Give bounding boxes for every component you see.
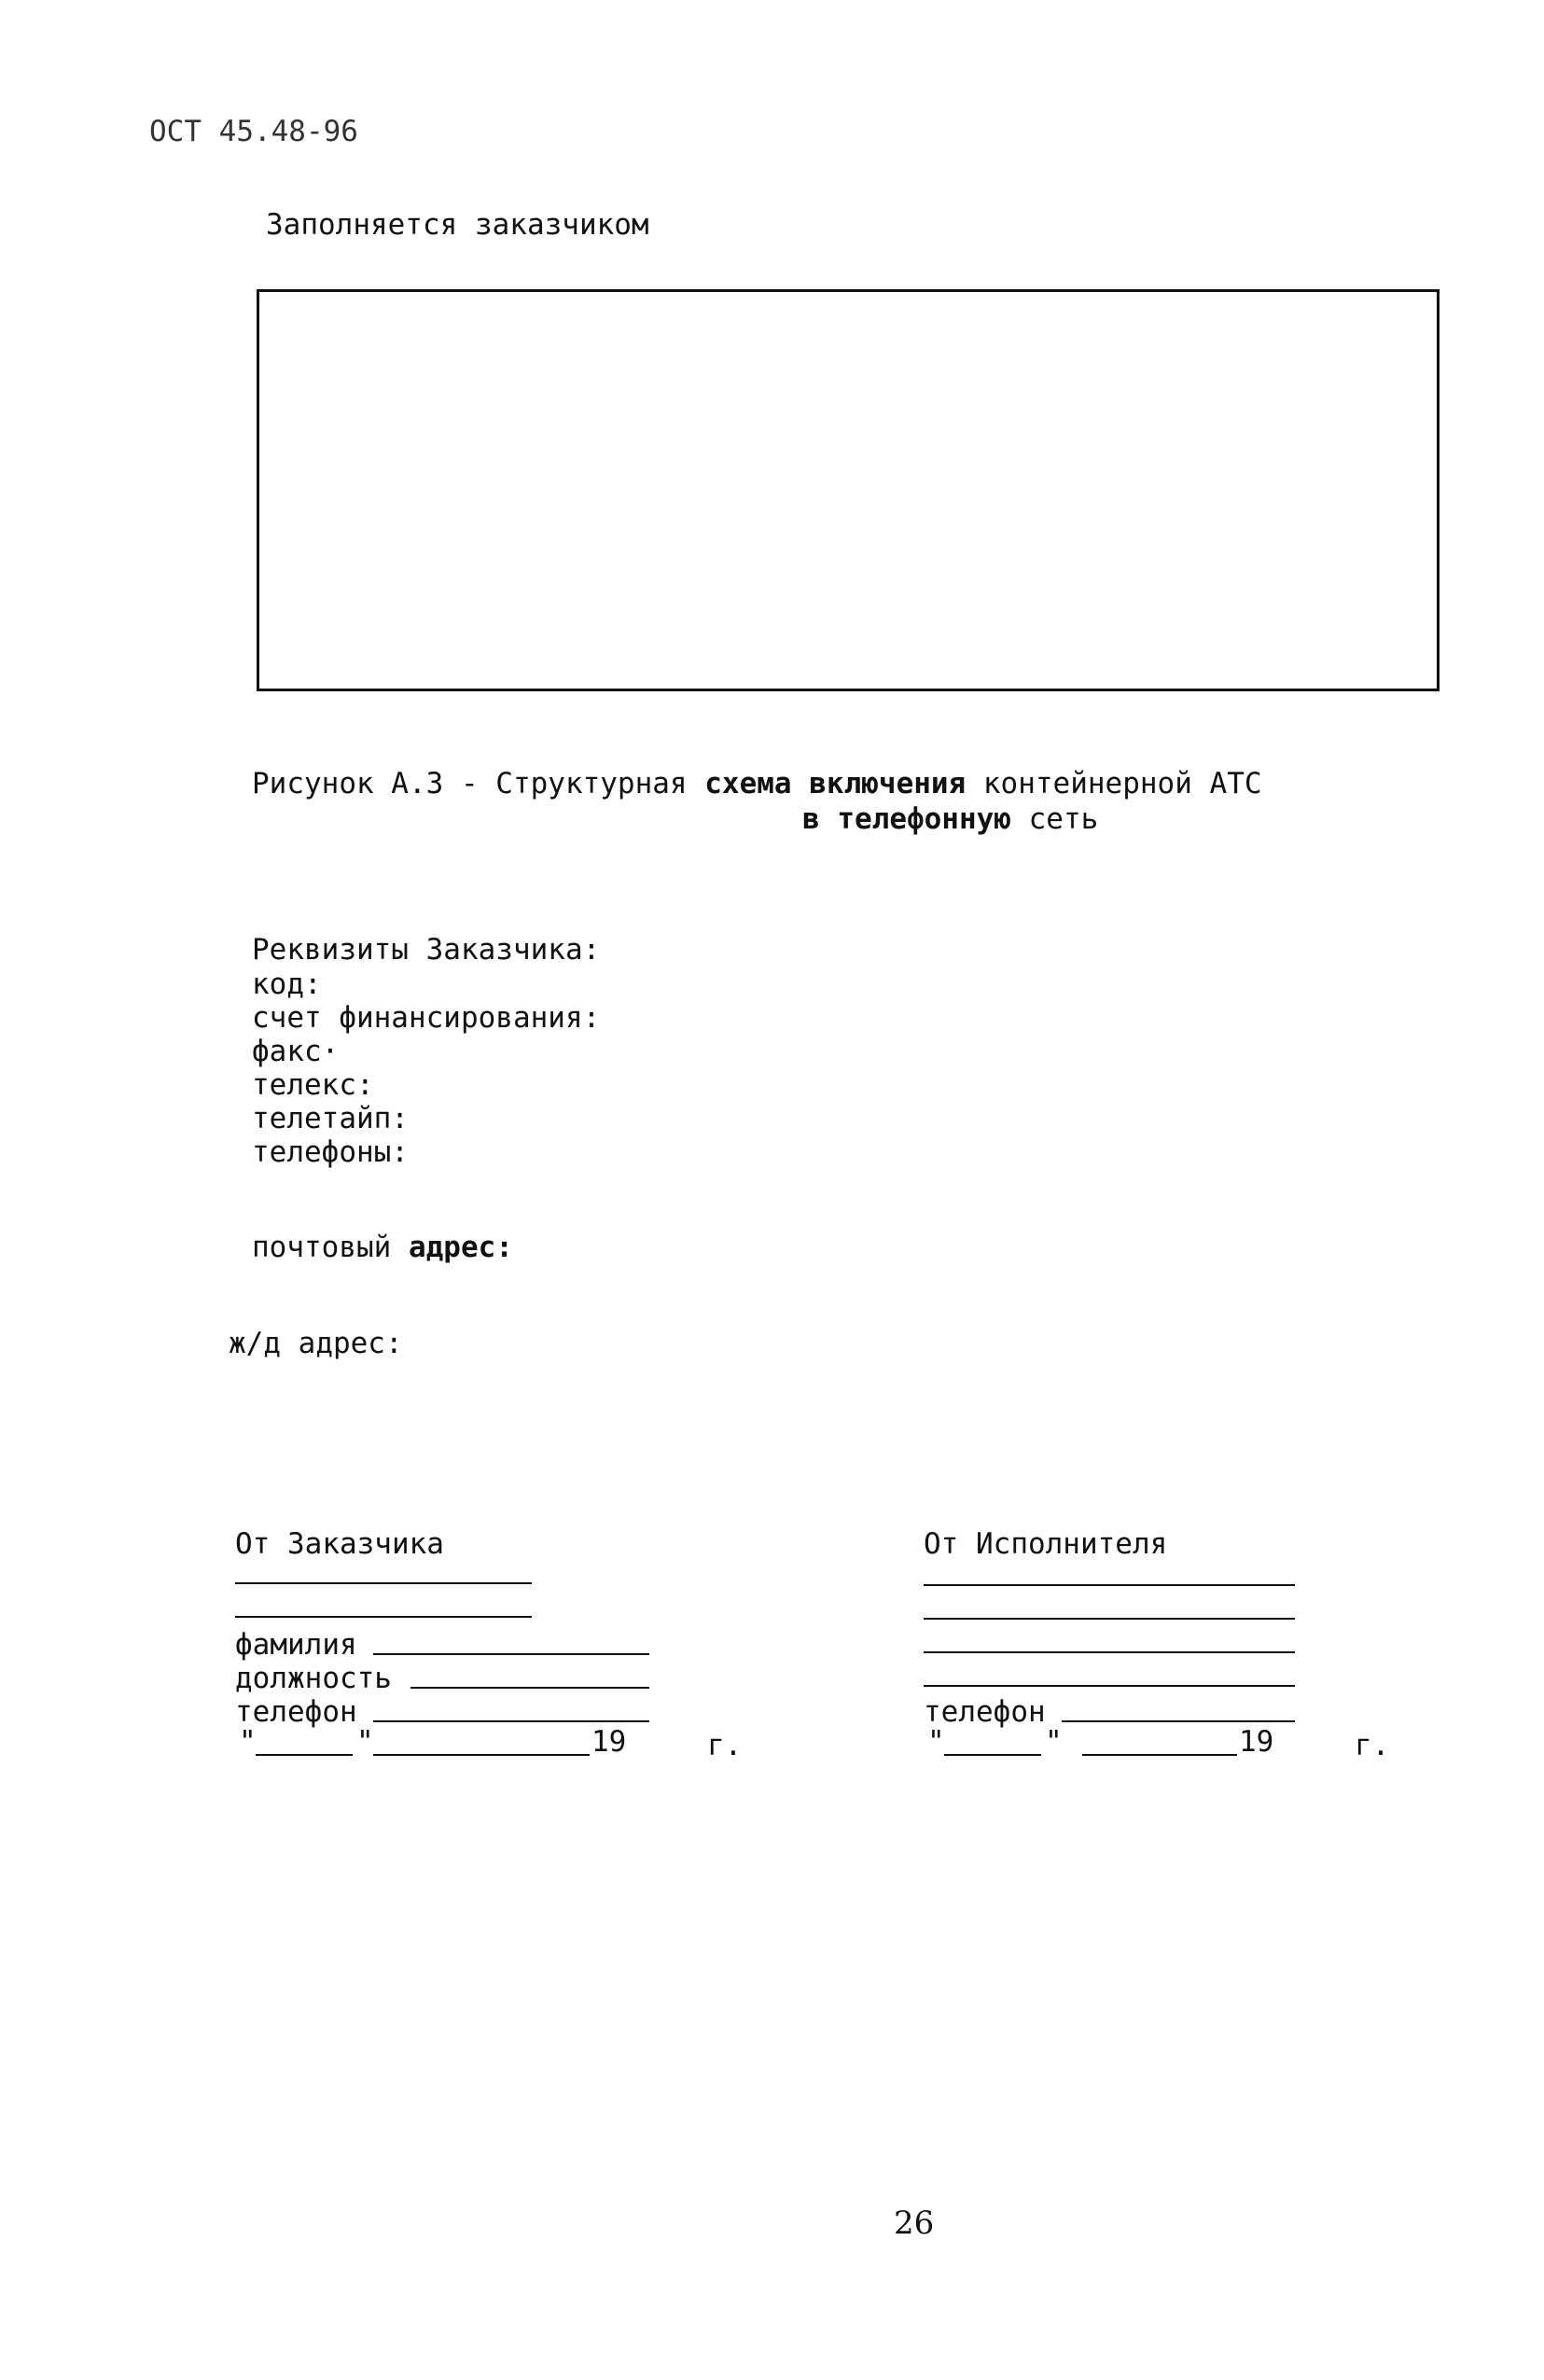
caption-bold: схема включения (704, 767, 967, 800)
contractor-year-prefix: 19 (1239, 1725, 1274, 1759)
requisites-code: код: (252, 967, 322, 1001)
contractor-blank-line-4 (924, 1685, 1295, 1687)
contractor-blank-line-3 (924, 1651, 1295, 1653)
caption-prefix: Рисунок А.3 - Структурная (252, 767, 705, 800)
customer-surname-line (373, 1653, 649, 1655)
customer-month-line (373, 1754, 590, 1756)
contractor-blank-line-2 (924, 1618, 1295, 1620)
postal-address-bold: адрес: (408, 1231, 513, 1264)
customer-quote-open: " (239, 1725, 257, 1759)
customer-heading: От Заказчика (235, 1527, 444, 1561)
contractor-heading: От Исполнителя (924, 1527, 1168, 1561)
contractor-year-suffix: г. (1355, 1729, 1390, 1762)
filled-by-customer-note: Заполняется заказчиком (266, 208, 649, 242)
customer-position-line (410, 1687, 649, 1689)
rail-address-label: ж/д адрес: (229, 1327, 403, 1360)
caption-suffix: контейнерной АТС (966, 767, 1262, 800)
diagram-frame (257, 289, 1440, 691)
contractor-phone-line (1062, 1720, 1295, 1722)
figure-caption-line2 (802, 802, 1099, 836)
customer-blank-line-2 (235, 1616, 532, 1618)
document-code: ОСТ 45.48-96 (149, 115, 358, 148)
contractor-quote-close: " (1045, 1725, 1063, 1759)
page-number: 26 (894, 2205, 935, 2242)
customer-position-label: должность (235, 1662, 392, 1695)
postal-address-prefix: почтовый (252, 1231, 409, 1264)
figure-caption-line1 (252, 767, 1262, 800)
customer-quote-close: " (356, 1725, 374, 1759)
contractor-blank-line-1 (924, 1584, 1295, 1586)
requisites-teletype: телетайп: (252, 1102, 409, 1135)
requisites-account: счет финансирования: (252, 1001, 601, 1035)
requisites-phones: телефоны: (252, 1135, 409, 1169)
customer-phone-line (373, 1720, 649, 1722)
contractor-day-line (944, 1754, 1041, 1756)
caption-line2-bold: в телефонную (802, 802, 1011, 836)
customer-surname-label: фамилия (235, 1628, 357, 1662)
caption-line2-suffix: сеть (1010, 802, 1099, 836)
customer-blank-line-1 (235, 1582, 532, 1584)
requisites-fax: факс· (252, 1035, 340, 1068)
customer-year-prefix: 19 (591, 1725, 627, 1759)
requisites-title: Реквизиты Заказчика: (252, 933, 601, 967)
contractor-quote-open: " (927, 1725, 945, 1759)
contractor-phone-label: телефон (924, 1695, 1046, 1729)
requisites-telex: телекс: (252, 1068, 374, 1102)
postal-address-label (252, 1233, 513, 1262)
customer-year-suffix: г. (707, 1729, 743, 1762)
customer-day-line (256, 1754, 353, 1756)
contractor-month-line (1082, 1754, 1237, 1756)
customer-phone-label: телефон (235, 1695, 357, 1729)
